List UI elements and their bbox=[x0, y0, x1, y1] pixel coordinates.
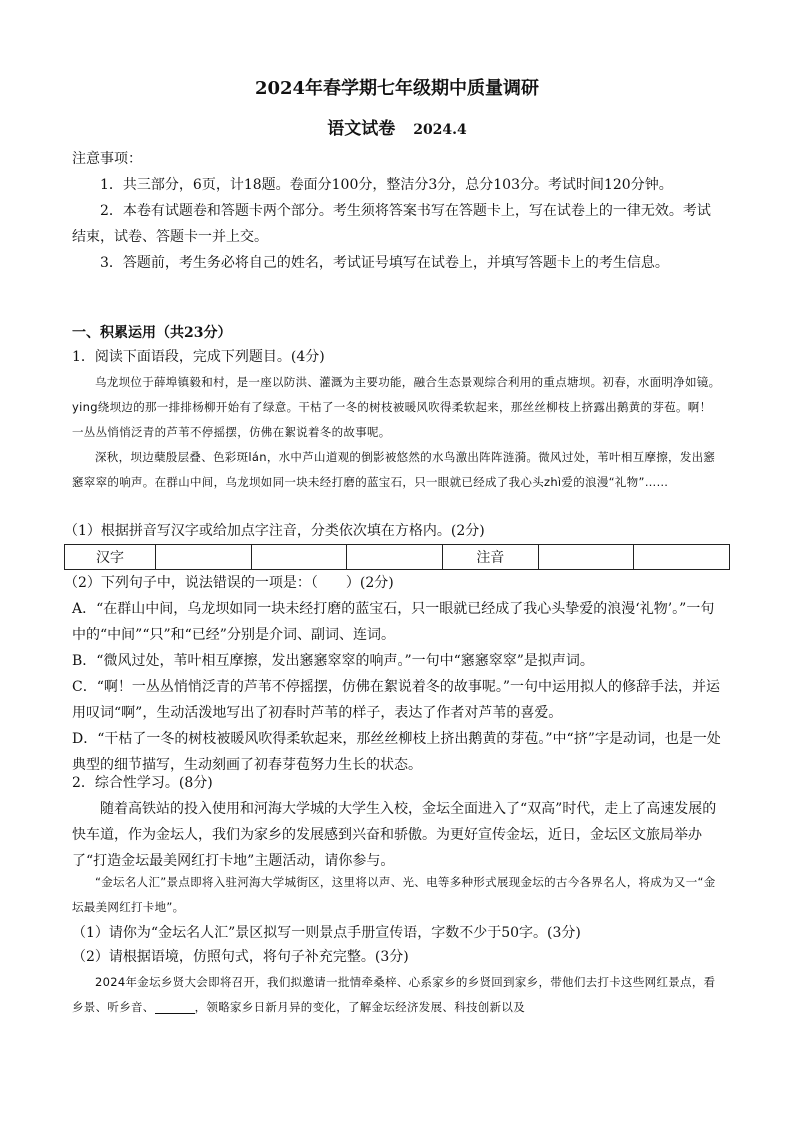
context-after: ，领略家乡日新月异的变化，了解金坛经济发展、科技创新以及 bbox=[194, 1000, 526, 1014]
label-pinyin: 注音 bbox=[442, 545, 538, 570]
answer-cell[interactable] bbox=[634, 545, 730, 570]
material-text: “金坛名人汇”景点即将入驻河海大学城街区，这里将以声、光、电等多种形式展现金坛的古今各界名人，将成为又一“金坛最美网红打卡地”。 bbox=[72, 875, 716, 914]
answer-cell[interactable] bbox=[156, 545, 252, 570]
exam-date: 2024.4 bbox=[413, 122, 467, 138]
notice-item-3: 3．答题前，考生务必将自己的姓名，考试证号填写在试卷上，并填写答题卡上的考生信息。 bbox=[100, 255, 669, 271]
subject-label: 语文试卷 bbox=[327, 119, 396, 139]
fill-blank[interactable] bbox=[155, 1001, 195, 1014]
q2-context bbox=[72, 970, 722, 1020]
option-a: A．“在群山中间，乌龙坝如同一块未经打磨的蓝宝石，只一眼就已经成了我心头挚爱的浪漫‘礼物’。”一句中的“中间”“只”和“已经”分别是介词、副词、连词。 bbox=[72, 601, 715, 643]
q2-sub1: （1）请你为“金坛名人汇”景区拟写一则景点手册宣传语，字数不少于50字。(3分) bbox=[72, 925, 581, 941]
option-b: B．“微风过处，苇叶相互摩擦，发出窸窸窣窣的响声。”一句中“窸窸窣窣”是拟声词。 bbox=[72, 653, 594, 669]
context-text bbox=[72, 970, 722, 1020]
answer-table bbox=[64, 544, 730, 570]
option-d: D．“干枯了一冬的树枝被暖风吹得柔软起来，那丝丝柳枝上挤出鹅黄的芽苞。”中“挤”字是动词，也是一处典型的细节描写，生动刻画了初春芽苞努力生长的状态。 bbox=[72, 731, 721, 773]
q2-material bbox=[72, 870, 722, 920]
question-1-stem: 1．阅读下面语段，完成下列题目。(4分) bbox=[72, 349, 325, 365]
answer-cell[interactable] bbox=[347, 545, 443, 570]
options-block bbox=[72, 596, 722, 778]
passage-paragraph-1: 乌龙坝位于薛埠镇毅和村，是一座以防洪、灌溉为主要功能，融合生态景观综合利用的重点塘坝。初春，水面明净如镜。ying绕坝边的那一排排杨柳开始有了绿意。干枯了一冬的树枝被暖风吹得柔软起来，那丝丝柳枝上挤露出鹅黄的芽苞。啊！一丛丛悄悄泛青的芦苇不停摇摆，仿佛在絮说着冬的故事呢。 bbox=[72, 375, 721, 439]
answer-cell[interactable] bbox=[538, 545, 634, 570]
option-c: C．“啊！一丛丛悄悄泛青的芦苇不停摇摆，仿佛在絮说着冬的故事呢。”一句中运用拟人的修辞手法，并运用叹词“啊”，生动活泼地写出了初春时芦苇的样子，表达了作者对芦苇的喜爱。 bbox=[72, 679, 721, 721]
label-hanzi: 汉字 bbox=[65, 545, 156, 570]
notice-item-1: 1．共三部分，6页，计18题。卷面分100分，整洁分3分，总分103分。考试时间120分钟。 bbox=[100, 177, 673, 193]
exam-subtitle bbox=[0, 114, 794, 139]
notice-heading: 注意事项： bbox=[72, 151, 142, 167]
q1-sub2: （2）下列句子中，说法错误的一项是：（ ）(2分) bbox=[64, 575, 394, 591]
notice-item-2: 2．本卷有试题卷和答题卡两个部分。考生须将答案书写在答题卡上，写在试卷上的一律无效。考试结束，试卷、答题卡一并上交。 bbox=[72, 203, 711, 245]
answer-cell[interactable] bbox=[251, 545, 347, 570]
reading-passage bbox=[72, 370, 722, 495]
q2-sub2: （2）请根据语境，仿照句式，将句子补充完整。(3分) bbox=[72, 949, 409, 965]
q1-sub1: （1）根据拼音写汉字或给加点字注音，分类依次填在方格内。(2分) bbox=[64, 523, 485, 539]
exam-title: 2024年春学期七年级期中质量调研 bbox=[254, 78, 540, 99]
section-heading: 一、积累运用（共23分） bbox=[72, 325, 232, 341]
passage-paragraph-2: 深秋，坝边蘖殷层叠、色彩斑lán，水中芦山道观的倒影被悠然的水鸟激出阵阵涟漪。微风过处，苇叶相互摩擦，发出窸窸窣窣的响声。在群山中间，乌龙坝如同一块未经打磨的蓝宝石，只一眼就已经成了我心头zhì爱的浪漫“礼物”…… bbox=[72, 450, 716, 489]
context-before: 2024年金坛乡贤大会即将召开，我们拟邀请一批情牵桑梓、心系家乡的乡贤回到家乡，带他们去打卡这些网红景点，看乡景、听乡音、 bbox=[72, 975, 716, 1014]
question-2-stem: 2．综合性学习。(8分) bbox=[72, 775, 213, 791]
q2-intro: 随着高铁站的投入使用和河海大学城的大学生入校，金坛全面进入了“双高”时代，走上了高速发展的快车道，作为金坛人，我们为家乡的发展感到兴奋和骄傲。为更好宣传金坛，近日，金坛区文旅局举办了“打造金坛最美网红打卡地”主题活动，请你参与。 bbox=[72, 801, 717, 869]
notice-block bbox=[72, 146, 722, 276]
